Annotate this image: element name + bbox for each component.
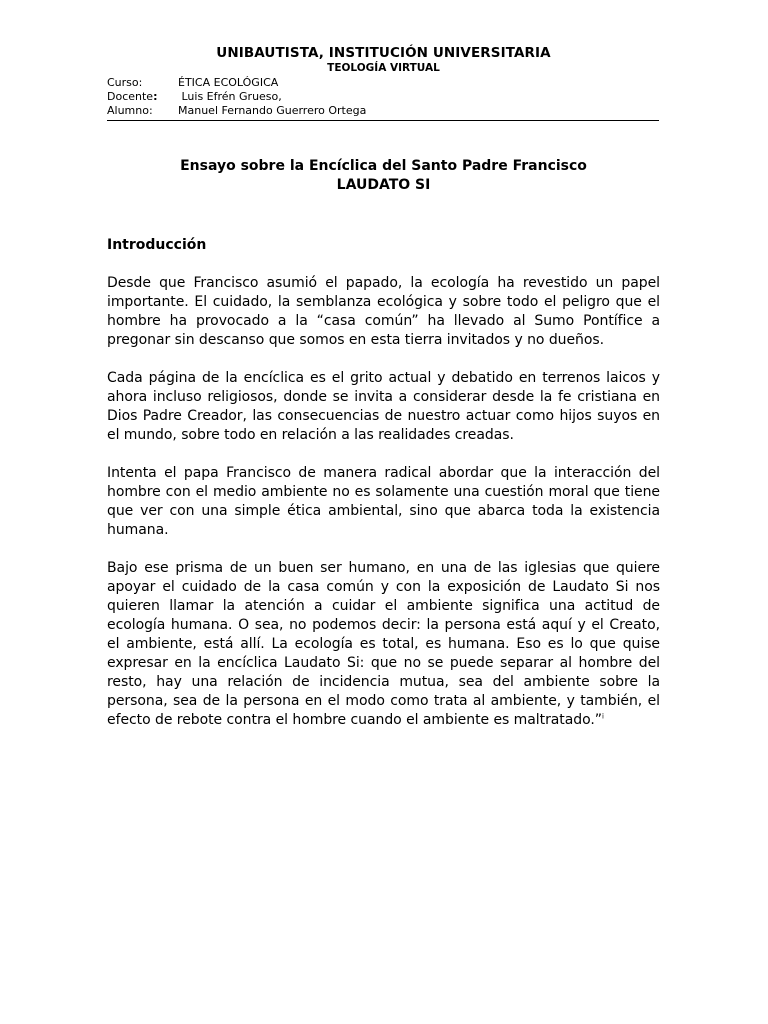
section-heading-introduction: Introducción — [107, 237, 207, 253]
student-label: Alumno: — [107, 104, 153, 117]
document-page — [107, 44, 660, 730]
essay-title: Ensayo sobre la Encíclica del Santo Padre Francisco — [180, 158, 587, 174]
teacher-label: Docente: — [107, 90, 158, 103]
essay-title-block — [107, 157, 660, 195]
paragraph-3: Intenta el papa Francisco de manera radical abordar que la interacción del hombre con el medio ambiente no es solamente una cuestión moral que tiene que ver con una simple ética ambiental, sino que abarca toda la existencia humana. — [107, 465, 660, 538]
header-divider — [107, 120, 659, 121]
paragraph-4 — [107, 559, 660, 730]
course-value: ÉTICA ECOLÓGICA — [178, 76, 279, 89]
institution-title: UNIBAUTISTA, INSTITUCIÓN UNIVERSITARIA — [216, 45, 551, 61]
footnote-marker[interactable]: i — [602, 712, 604, 721]
course-label: Curso: — [107, 76, 143, 89]
program-subtitle: TEOLOGÍA VIRTUAL — [327, 62, 440, 74]
meta-row-teacher — [107, 90, 660, 104]
meta-row-student — [107, 104, 660, 118]
meta-row-course — [107, 76, 660, 90]
student-value: Manuel Fernando Guerrero Ortega — [178, 104, 367, 117]
teacher-label-colon: : — [153, 90, 158, 103]
paragraph-4-text: Bajo ese prisma de un buen ser humano, en una de las iglesias que quiere apoyar el cuidado de la casa común y con la exposición de Laudato Si nos quieren llamar la atención a cuidar el ambiente significa una actitud de ecología humana. O sea, no podemos decir: la persona está aquí y el Creato, el ambiente, está allí. La ecología es total, es humana. Eso es lo que quise expresar en la encíclica Laudato Si: que no se puede separar al hombre del resto, hay una relación de incidencia mutua, sea del ambiente sobre la persona, sea de la persona en el modo como trata al ambiente, y también, el efecto de rebote contra el hombre cuando el ambiente es maltratado.” — [107, 560, 660, 728]
paragraph-1: Desde que Francisco asumió el papado, la ecología ha revestido un papel importante. El cuidado, la semblanza ecológica y sobre todo el peligro que el hombre ha provocado a la “casa común” ha llevado al Sumo Pontífice a pregonar sin descanso que somos en esta tierra invitados y no dueños. — [107, 275, 660, 348]
essay-subtitle: LAUDATO SI — [336, 177, 431, 193]
paragraph-2: Cada página de la encíclica es el grito actual y debatido en terrenos laicos y ahora incluso religiosos, donde se invita a considerar desde la fe cristiana en Dios Padre Creador, las consecuencias de nuestro actuar como hijos suyos en el mundo, sobre todo en relación a las realidades creadas. — [107, 370, 660, 443]
teacher-value: Luis Efrén Grueso, — [178, 90, 282, 103]
